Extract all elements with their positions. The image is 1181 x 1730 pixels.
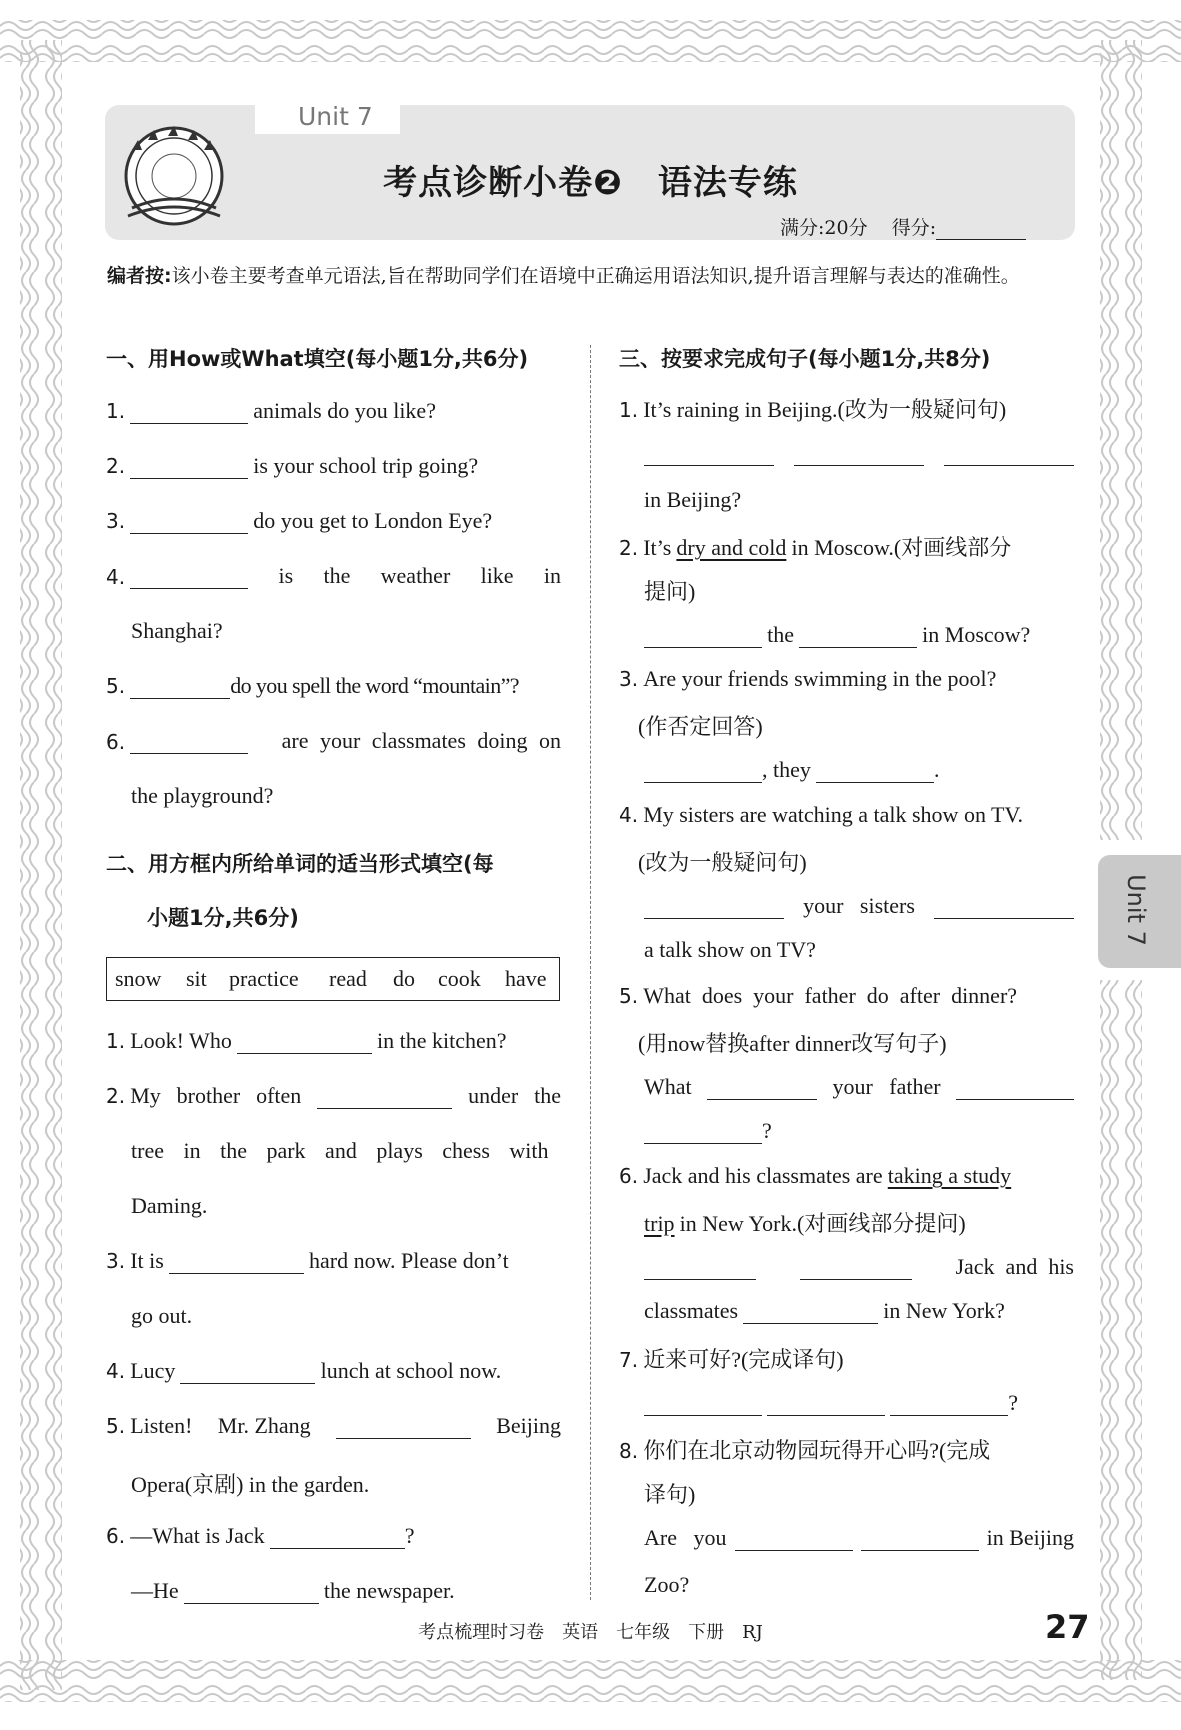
score-blank[interactable] xyxy=(936,221,1026,240)
score-info xyxy=(780,213,1026,240)
s3-q6-answer-2: classmates in New York? xyxy=(644,1298,1005,1323)
s3-q8-blank-1[interactable] xyxy=(735,1528,853,1551)
s3-question-3: 3. Are your friends swimming in the pool? xyxy=(619,666,997,691)
s1-q5-blank[interactable] xyxy=(130,676,230,699)
s3-q7-blank-2[interactable] xyxy=(767,1393,885,1416)
s3-q3-instruction: (作否定回答) xyxy=(638,714,763,739)
s3-q1-blank-2[interactable] xyxy=(794,443,924,466)
s3-question-7: 7. 近来可好?(完成译句) xyxy=(619,1347,844,1372)
s3-question-5: 5. What does your father do after dinner? xyxy=(619,983,1018,1008)
s1-q6-continued: the playground? xyxy=(131,783,274,808)
s2-q2-end: Daming. xyxy=(131,1193,208,1218)
word-read: read xyxy=(329,966,367,991)
s1-question-1: 1. animals do you like? xyxy=(106,398,436,423)
s1-question-2: 2. is your school trip going? xyxy=(106,453,479,478)
s3-q3-blank-2[interactable] xyxy=(816,760,934,783)
score-label: 得分: xyxy=(891,217,937,239)
s2-question-5: 5. Listen! Mr. Zhang Beijing xyxy=(106,1413,561,1438)
s2-question-6: 6. —What is Jack ? xyxy=(106,1523,415,1548)
s3-q5-blank-1[interactable] xyxy=(707,1077,817,1100)
footer-text: 考点梳理时习卷 英语 七年级 下册 RJ xyxy=(418,1622,763,1643)
s1-q4-continued: Shanghai? xyxy=(131,618,223,643)
s3-q1-blanks xyxy=(644,443,1074,466)
word-box xyxy=(106,957,560,1001)
s2-question-1: 1. Look! Who in the kitchen? xyxy=(106,1028,507,1053)
s1-question-5: 5. do you spell the word “mountain”? xyxy=(106,673,519,698)
s1-question-6: 6. are your classmates doing on xyxy=(106,728,561,754)
word-sit: sit xyxy=(186,966,207,991)
s2-q6-blank-2[interactable] xyxy=(184,1581,319,1604)
s3-q2-underlined: dry and cold xyxy=(676,535,787,560)
page-number: 27 xyxy=(1045,1608,1090,1646)
word-have: have xyxy=(505,966,547,991)
s3-question-8: 8. 你们在北京动物园玩得开心吗?(完成 xyxy=(619,1438,991,1463)
editor-note-label: 编者按: xyxy=(107,265,172,287)
s2-q4-blank[interactable] xyxy=(180,1361,315,1384)
s3-q7-blank-3[interactable] xyxy=(890,1393,1008,1416)
s3-q5-continued: ? xyxy=(644,1118,772,1144)
s3-q6-blank-3[interactable] xyxy=(743,1301,878,1324)
s3-q7-blank-1[interactable] xyxy=(644,1393,762,1416)
word-practice: practice xyxy=(229,966,299,991)
section3-title: 三、按要求完成句子(每小题1分,共8分) xyxy=(619,347,991,371)
unit-label: Unit 7 xyxy=(298,102,373,131)
s3-q5-answer: What your father xyxy=(644,1074,1074,1100)
s3-q2-blank-2[interactable] xyxy=(799,625,917,648)
s2-question-6-answer: —He the newspaper. xyxy=(131,1578,455,1603)
s1-q6-blank[interactable] xyxy=(130,731,248,754)
s2-q5-blank[interactable] xyxy=(336,1416,471,1439)
s3-q4-blank-1[interactable] xyxy=(644,896,784,919)
s3-q4-answer: your sisters xyxy=(644,893,1074,919)
s3-q1-continued: in Beijing? xyxy=(644,487,742,512)
s3-q6-blank-1[interactable] xyxy=(644,1257,756,1280)
section1-title: 一、用How或What填空(每小题1分,共6分) xyxy=(106,347,529,371)
s1-q2-blank[interactable] xyxy=(130,456,248,479)
page-title: 考点诊断小卷❷ 语法专练 xyxy=(383,163,798,203)
editor-note xyxy=(107,260,1077,293)
side-unit-label: Unit 7 xyxy=(1122,874,1150,946)
s3-q3-answer: , they . xyxy=(644,757,939,783)
editor-note-text: 该小卷主要考查单元语法,旨在帮助同学们在语境中正确运用语法知识,提升语言理解与表达的准确性。 xyxy=(171,265,1020,287)
word-do: do xyxy=(393,966,415,991)
s2-question-3: 3. It is hard now. Please don’t xyxy=(106,1248,509,1273)
s3-q5-instruction: (用now替换after dinner改写句子) xyxy=(638,1031,947,1056)
s3-q2-continued: 提问) xyxy=(644,579,696,604)
s3-q4-blank-2[interactable] xyxy=(934,896,1074,919)
s3-q8-answer: Are you in Beijing xyxy=(644,1525,1074,1550)
s3-question-2: 2. It’s dry and cold in Moscow.(对画线部分 xyxy=(619,535,1012,560)
s2-q2-blank[interactable] xyxy=(317,1086,452,1109)
s3-q7-answer: ? xyxy=(644,1390,1018,1416)
section2-title-line2: 小题1分,共6分) xyxy=(147,906,299,930)
s3-question-4: 4. My sisters are watching a talk show on TV. xyxy=(619,802,1024,827)
s2-q5-continued: Opera(京剧) in the garden. xyxy=(131,1472,370,1497)
full-score: 满分:20分 xyxy=(780,217,868,239)
s3-q3-blank-1[interactable] xyxy=(644,760,762,783)
column-divider xyxy=(590,345,591,1600)
s3-q1-blank-3[interactable] xyxy=(944,443,1074,466)
s3-q2-blank-1[interactable] xyxy=(644,625,762,648)
s3-q5-blank-3[interactable] xyxy=(644,1121,762,1144)
s3-q5-blank-2[interactable] xyxy=(956,1077,1074,1100)
word-snow: snow xyxy=(115,966,162,991)
s3-question-1: 1. It’s raining in Beijing.(改为一般疑问句) xyxy=(619,397,1007,422)
s3-q2-answer: the in Moscow? xyxy=(644,622,1030,648)
s3-q6-blank-2[interactable] xyxy=(800,1257,912,1280)
s2-q3-blank[interactable] xyxy=(169,1251,304,1274)
s1-question-3: 3. do you get to London Eye? xyxy=(106,508,493,533)
s1-q3-blank[interactable] xyxy=(130,511,248,534)
s3-question-6: 6. Jack and his classmates are taking a study xyxy=(619,1163,1012,1188)
s1-q1-blank[interactable] xyxy=(130,401,248,424)
s2-question-4: 4. Lucy lunch at school now. xyxy=(106,1358,502,1383)
s2-q1-blank[interactable] xyxy=(237,1031,372,1054)
s3-q6-underlined-1: taking a study xyxy=(887,1163,1012,1188)
s3-q8-end: Zoo? xyxy=(644,1572,690,1597)
s3-q6-continued: trip in New York.(对画线部分提问) xyxy=(644,1211,966,1236)
s3-q8-blank-2[interactable] xyxy=(861,1528,979,1551)
s3-q8-continued: 译句) xyxy=(644,1482,696,1507)
s2-q2-continued: tree in the park and plays chess with xyxy=(131,1138,549,1163)
s3-q1-blank-1[interactable] xyxy=(644,443,774,466)
s2-q3-continued: go out. xyxy=(131,1303,193,1328)
s3-q4-continued: a talk show on TV? xyxy=(644,937,816,962)
s2-question-2: 2. My brother often under the xyxy=(106,1083,561,1108)
section2-title-line1: 二、用方框内所给单词的适当形式填空(每 xyxy=(106,852,494,876)
word-cook: cook xyxy=(438,966,481,991)
s3-q6-underlined-2: trip xyxy=(644,1211,675,1236)
s3-q4-instruction: (改为一般疑问句) xyxy=(638,850,807,875)
s1-question-4: 4. is the weather like in xyxy=(106,563,561,589)
s1-q4-blank[interactable] xyxy=(130,566,248,589)
s2-q6-blank-1[interactable] xyxy=(270,1526,405,1549)
s3-q6-answer: Jack and his xyxy=(644,1254,1074,1280)
